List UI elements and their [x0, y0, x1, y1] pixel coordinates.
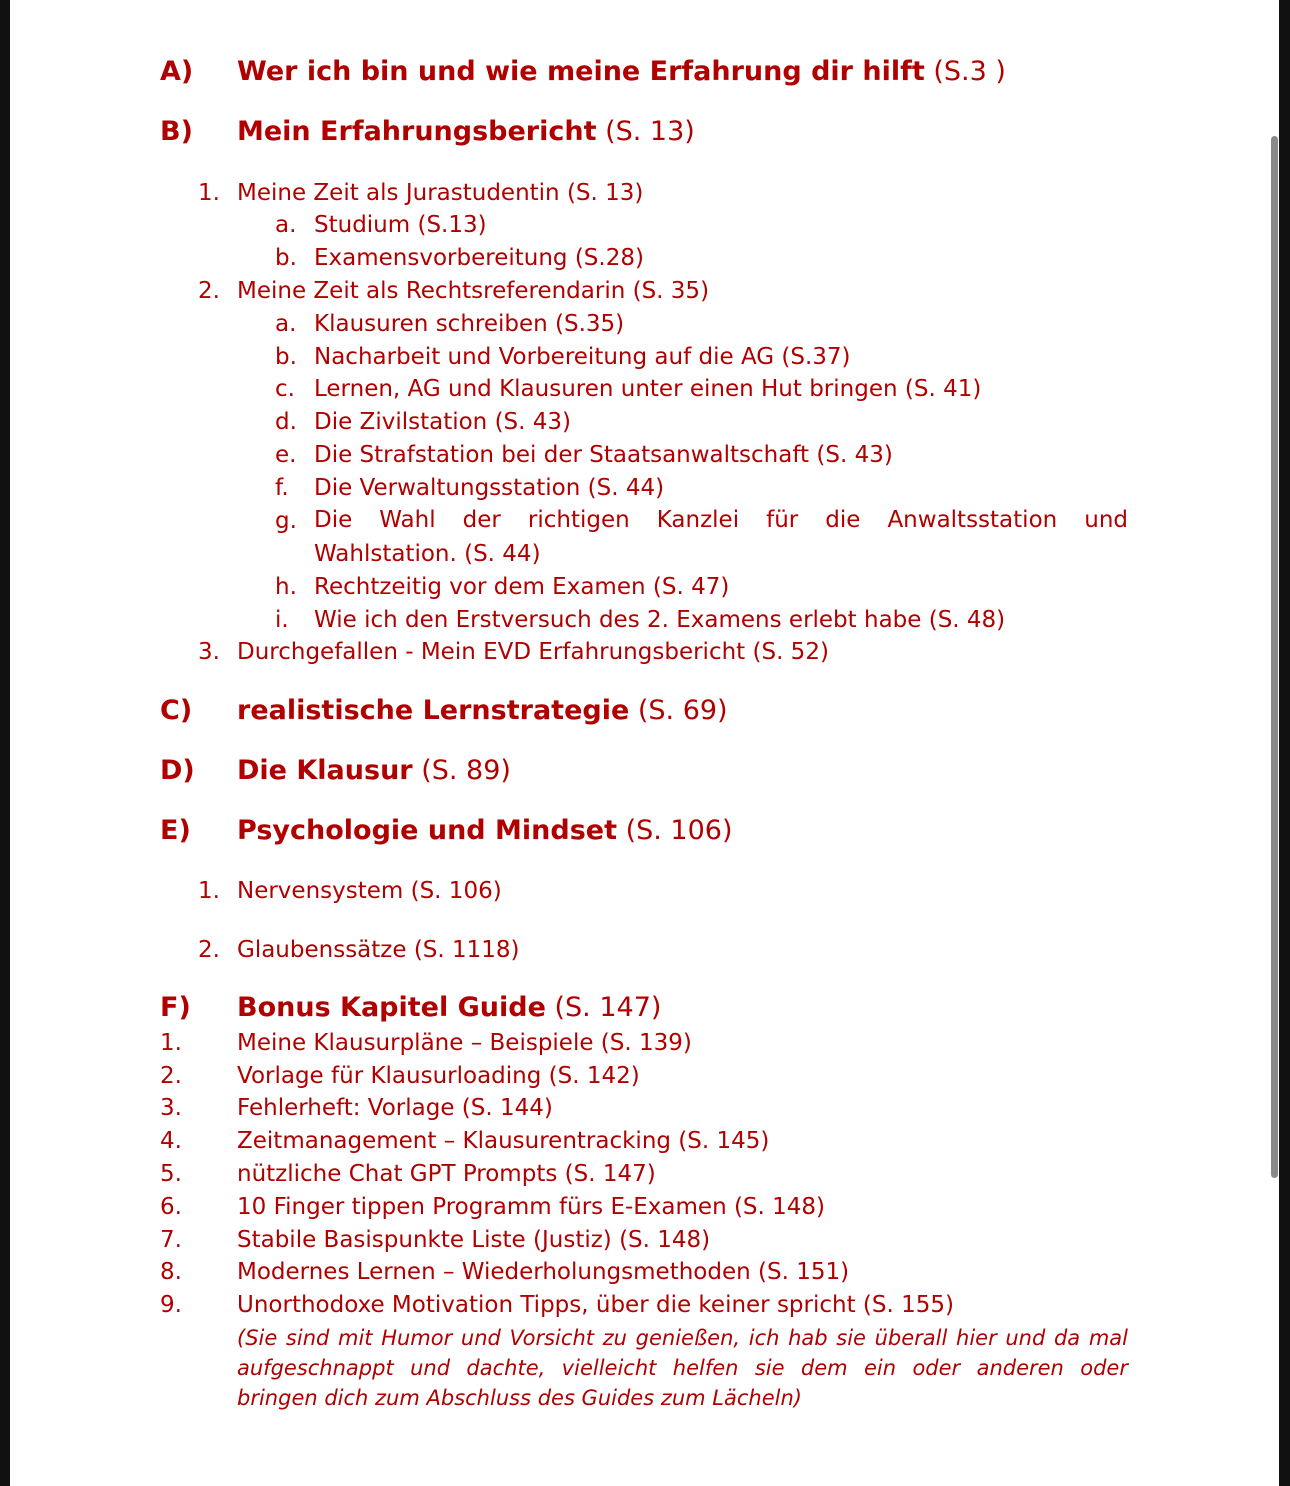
- note-line: aufgeschnappt und dachte, vielleicht helfen sie dem ein oder anderen oder: [237, 1356, 1128, 1380]
- section-a-letter: A): [160, 56, 194, 87]
- list-item-number: 1.: [198, 878, 220, 904]
- section-f-letter: F): [160, 992, 191, 1023]
- list-item-number: 7.: [160, 1227, 182, 1253]
- list-item-number: 3.: [160, 1095, 182, 1121]
- list-item-number: 2.: [160, 1063, 182, 1089]
- section-e-letter: E): [160, 815, 191, 846]
- sub-item-line: Die Wahl der richtigen Kanzlei für die Anwaltsstation und: [314, 507, 1128, 533]
- section-a-heading: [237, 58, 1006, 85]
- note-line: bringen dich zum Abschluss des Guides zum Lächeln): [237, 1386, 802, 1410]
- table-of-contents: [10, 0, 1279, 1486]
- sub-item-number: a.: [275, 311, 297, 337]
- list-item-number: 2.: [198, 278, 220, 304]
- sub-item: Die Strafstation bei der Staatsanwaltschaft (S. 43): [314, 442, 893, 468]
- list-item-number: 5.: [160, 1161, 182, 1187]
- sub-item-number: b.: [275, 245, 297, 271]
- section-c-page: (S. 69): [629, 695, 728, 726]
- section-f-page: (S. 147): [545, 992, 662, 1023]
- sub-item: Nacharbeit und Vorbereitung auf die AG (S.37): [314, 344, 851, 370]
- section-f-title: Bonus Kapitel Guide: [237, 992, 546, 1023]
- list-item: Meine Klausurpläne – Beispiele (S. 139): [237, 1030, 692, 1056]
- motivation-tips-note: [237, 1323, 1128, 1413]
- section-d-heading: [237, 757, 511, 784]
- sub-item: Rechtzeitig vor dem Examen (S. 47): [314, 574, 730, 600]
- section-a-title: Wer ich bin und wie meine Erfahrung dir hilft: [237, 56, 925, 87]
- section-e-title: Psychologie und Mindset: [237, 815, 617, 846]
- list-item: 10 Finger tippen Programm fürs E-Examen (S. 148): [237, 1194, 826, 1220]
- list-item: Meine Zeit als Rechtsreferendarin (S. 35): [237, 278, 710, 304]
- list-item: Durchgefallen - Mein EVD Erfahrungsbericht (S. 52): [237, 639, 829, 665]
- sub-item: Klausuren schreiben (S.35): [314, 311, 625, 337]
- section-d-letter: D): [160, 755, 195, 786]
- sub-item-number: b.: [275, 344, 297, 370]
- sub-item: Studium (S.13): [314, 212, 487, 238]
- sub-item-number: i.: [275, 607, 289, 633]
- list-item: Zeitmanagement – Klausurentracking (S. 145): [237, 1128, 770, 1154]
- document-page: [10, 0, 1279, 1486]
- list-item: Modernes Lernen – Wiederholungsmethoden (S. 151): [237, 1259, 850, 1285]
- section-e-page: (S. 106): [617, 815, 733, 846]
- section-d-page: (S. 89): [412, 755, 511, 786]
- section-b-heading: [237, 118, 695, 145]
- list-item: Unorthodoxe Motivation Tipps, über die keiner spricht (S. 155): [237, 1292, 954, 1318]
- sub-item: Die Verwaltungsstation (S. 44): [314, 475, 665, 501]
- section-c-letter: C): [160, 695, 193, 726]
- section-c-title: realistische Lernstrategie: [237, 695, 630, 726]
- list-item-number: 3.: [198, 639, 220, 665]
- vertical-scrollbar[interactable]: [1271, 136, 1278, 1178]
- note-line: (Sie sind mit Humor und Vorsicht zu genießen, ich hab sie überall hier und da mal: [237, 1326, 1128, 1350]
- list-item: Vorlage für Klausurloading (S. 142): [237, 1063, 640, 1089]
- section-a-page: (S.3 ): [924, 56, 1006, 87]
- section-d-title: Die Klausur: [237, 755, 413, 786]
- sub-item: Examensvorbereitung (S.28): [314, 245, 644, 271]
- list-item: Stabile Basispunkte Liste (Justiz) (S. 148): [237, 1227, 711, 1253]
- list-item: Meine Zeit als Jurastudentin (S. 13): [237, 180, 644, 206]
- section-b-title: Mein Erfahrungsbericht: [237, 116, 597, 147]
- list-item-number: 4.: [160, 1128, 182, 1154]
- sub-item-continuation: Wahlstation. (S. 44): [314, 541, 541, 567]
- section-b-page: (S. 13): [596, 116, 695, 147]
- sub-item: Lernen, AG und Klausuren unter einen Hut bringen (S. 41): [314, 376, 982, 402]
- list-item: Glaubenssätze (S. 1118): [237, 937, 520, 963]
- sub-item-number: h.: [275, 574, 297, 600]
- list-item-number: 1.: [198, 180, 220, 206]
- list-item-number: 6.: [160, 1194, 182, 1220]
- list-item: Nervensystem (S. 106): [237, 878, 502, 904]
- list-item-number: 8.: [160, 1259, 182, 1285]
- section-c-heading: [237, 697, 728, 724]
- sub-item-number: g.: [275, 508, 297, 534]
- list-item-number: 9.: [160, 1292, 182, 1318]
- sub-item: Wie ich den Erstversuch des 2. Examens erlebt habe (S. 48): [314, 607, 1006, 633]
- sub-item-number: d.: [275, 409, 297, 435]
- section-f-heading: [237, 994, 661, 1021]
- sub-item-number: e.: [275, 442, 297, 468]
- list-item: nützliche Chat GPT Prompts (S. 147): [237, 1161, 656, 1187]
- section-e-heading: [237, 817, 733, 844]
- sub-item-number: a.: [275, 212, 297, 238]
- sub-item: Die Zivilstation (S. 43): [314, 409, 571, 435]
- list-item-number: 1.: [160, 1030, 182, 1056]
- sub-item-number: f.: [275, 475, 289, 501]
- sub-item-number: c.: [275, 376, 295, 402]
- section-b-letter: B): [160, 116, 193, 147]
- list-item: Fehlerheft: Vorlage (S. 144): [237, 1095, 553, 1121]
- list-item-number: 2.: [198, 937, 220, 963]
